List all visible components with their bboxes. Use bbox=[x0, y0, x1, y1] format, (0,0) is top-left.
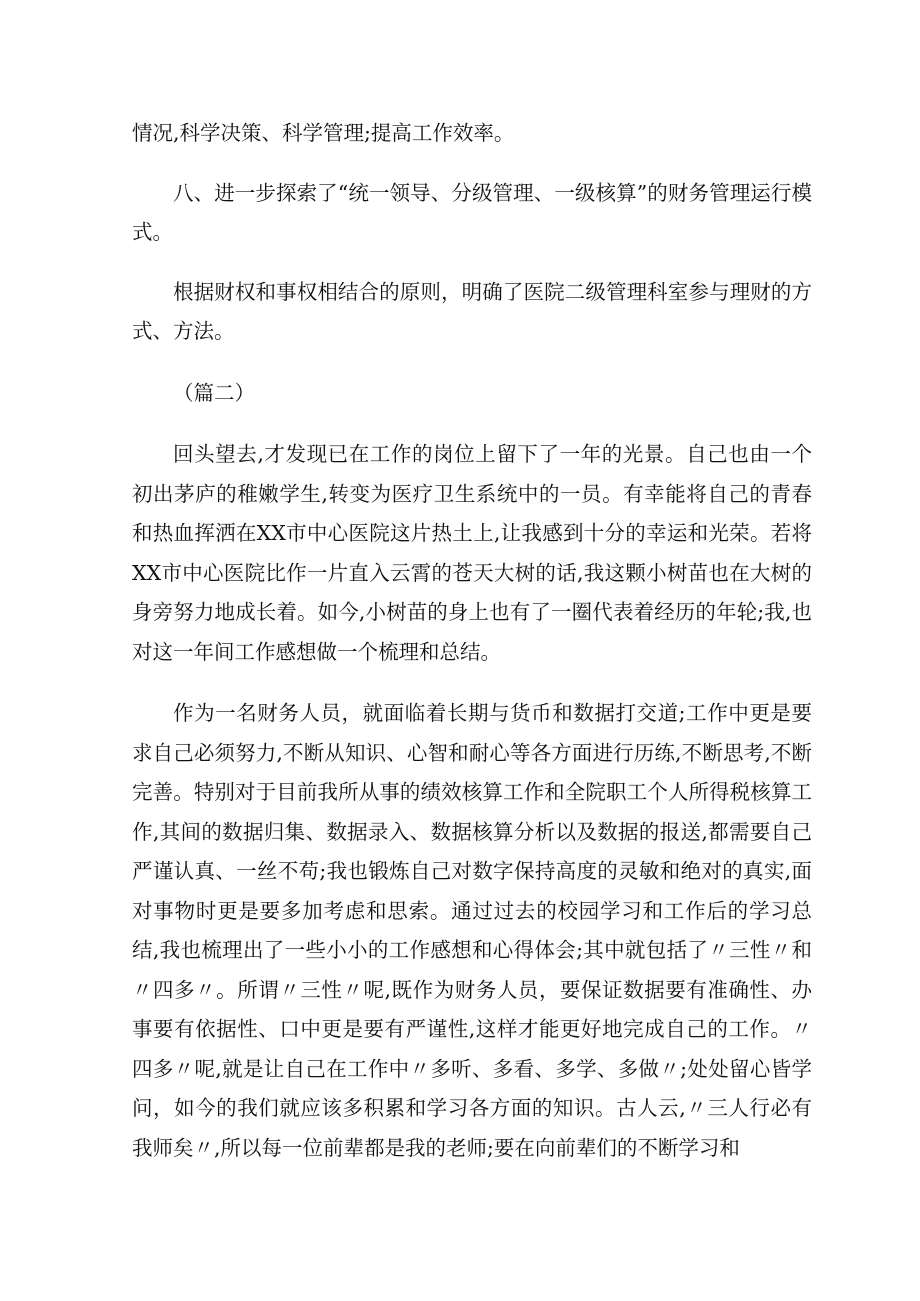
section-heading: （篇二） bbox=[173, 380, 255, 405]
paragraph-item-eight: 八、进一步探索了“统一领导、分级管理、一级核算”的财务管理运行模式。 bbox=[132, 180, 812, 244]
paragraph-principle: 根据财权和事权相结合的原则，明确了医院二级管理科室参与理财的方式、方法。 bbox=[132, 279, 812, 343]
paragraph-intro: 回头望去,才发现已在工作的岗位上留下了一年的光景。自己也由一个初出茅庐的稚嫩学生,转变为医疗卫生系统中的一员。有幸能将自己的青春和热血挥洒在XX市中心医院这片热土上,让我感到十分的幸运和光荣。若将XX市中心医院比作一片直入云霄的苍天大树的话,我这颗小树苗也在大树的身旁努力地成长着。如今,小树苗的身上也有了一圈代表着经历的年轮;我,也对这一年间工作感想做一个梳理和总结。 bbox=[132, 442, 812, 664]
paragraph-body: 作为一名财务人员，就面临着长期与货币和数据打交道;工作中更是要求自己必须努力,不断从知识、心智和耐心等各方面进行历练,不断思考,不断完善。特别对于目前我所从事的绩效核算工作和全院职工个人所得税核算工作,其间的数据归集、数据录入、数据核算分析以及数据的报送,都需要自己严谨认真、一丝不苟;我也锻炼自己对数字保持高度的灵敏和绝对的真实,面对事物时更是要多加考虑和思索。通过过去的校园学习和工作后的学习总结,我也梳理出了一些小小的工作感想和心得体会;其中就包括了〃三性〃和〃四多〃。所谓〃三性〃呢,既作为财务人员，要保证数据要有准确性、办事要有依据性、口中更是要有严谨性,这样才能更好地完成自己的工作。〃四多〃呢,就是让自己在工作中〃多听、多看、多学、多做〃;处处留心皆学问，如今的我们就应该多积累和学习各方面的知识。古人云,〃三人行必有我师矣〃,所以每一位前辈都是我的老师;要在向前辈们的不断学习和 bbox=[132, 701, 812, 1160]
paragraph-continuation: 情况,科学决策、科学管理;提高工作效率。 bbox=[132, 121, 515, 145]
